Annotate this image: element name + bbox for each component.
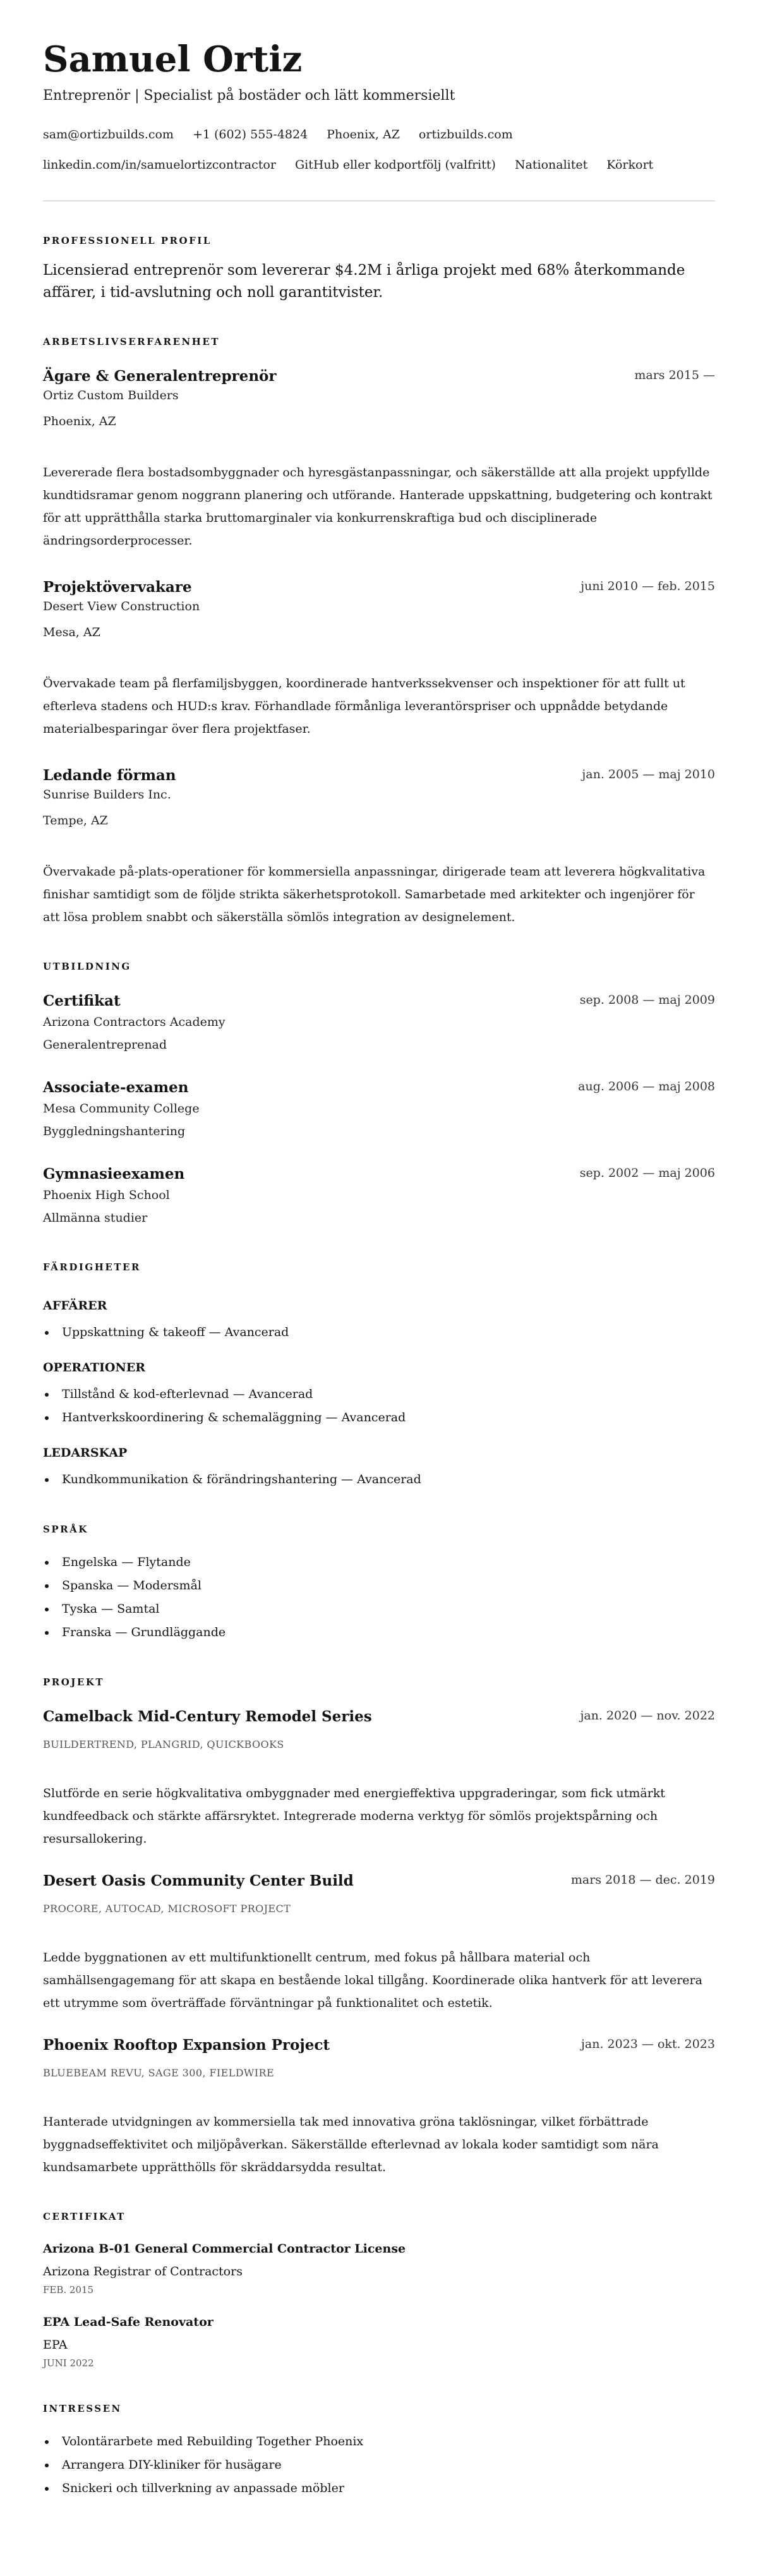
skill-item: Tillstånd & kod-efterlevnad — Avancerad bbox=[43, 1383, 715, 1406]
job-dates: juni 2010 — feb. 2015 bbox=[581, 579, 715, 593]
project-dates: mars 2018 — dec. 2019 bbox=[570, 1873, 715, 1887]
certification-entry bbox=[43, 2314, 715, 2371]
job-entry bbox=[43, 766, 715, 929]
certification-date: FEB. 2015 bbox=[43, 2284, 94, 2296]
job-entry bbox=[43, 578, 715, 740]
contact-license: Körkort bbox=[606, 158, 654, 172]
project-tech: BUILDERTREND, PLANGRID, QUICKBOOKS bbox=[43, 1738, 284, 1750]
language-list bbox=[43, 1551, 715, 1644]
certification-date: JUNI 2022 bbox=[43, 2357, 94, 2369]
skill-item: Hantverkskoordinering & schemaläggning — Avancerad bbox=[43, 1406, 715, 1429]
project-entry bbox=[43, 1707, 715, 1850]
project-description: Slutförde en serie högkvalitativa ombyggnader med energieffektiva uppgraderingar, som fick utmärkt kundfeedback och stärkte affärsryktet. Integrerade moderna verktyg för sömlös projektspårning och resursallokering. bbox=[43, 1786, 665, 1846]
education-entry bbox=[43, 992, 715, 1056]
contact-linkedin[interactable]: linkedin.com/in/samuelortizcontractor bbox=[43, 158, 276, 172]
project-dates: jan. 2020 — nov. 2022 bbox=[580, 1709, 715, 1723]
school: Mesa Community College bbox=[43, 1102, 200, 1116]
certification-entry bbox=[43, 2241, 715, 2297]
contact-github: GitHub eller kodportfölj (valfritt) bbox=[294, 158, 496, 172]
project-tech: PROCORE, AUTOCAD, MICROSOFT PROJECT bbox=[43, 1903, 291, 1915]
skill-group-name: OPERATIONER bbox=[43, 1361, 146, 1375]
education-entry bbox=[43, 1078, 715, 1143]
section-heading-skills: FÄRDIGHETER bbox=[43, 1261, 141, 1273]
contact-list bbox=[43, 126, 715, 174]
language-item: Franska — Grundläggande bbox=[43, 1621, 715, 1644]
candidate-name: Samuel Ortiz bbox=[43, 39, 303, 80]
job-description: Övervakade på-plats-operationer för kommersiella anpassningar, dirigerade team att leverera högkvalitativa finishar samtidigt som de följde strikta säkerhetsprotokoll. Samarbetade med arkitekter och ingenjörer för att lösa problem snabbt och säkerställa sömlös integration av designelement. bbox=[43, 865, 706, 924]
project-title: Desert Oasis Community Center Build bbox=[43, 1872, 354, 1889]
project-tech: BLUEBEAM REVU, SAGE 300, FIELDWIRE bbox=[43, 2067, 275, 2079]
job-company: Ortiz Custom Builders bbox=[43, 388, 179, 402]
job-location: Mesa, AZ bbox=[43, 625, 100, 639]
section-heading-profile: PROFESSIONELL PROFIL bbox=[43, 235, 212, 246]
contact-email[interactable]: sam@ortizbuilds.com bbox=[43, 128, 174, 141]
section-heading-projects: PROJEKT bbox=[43, 1676, 105, 1688]
interest-item: Arrangera DIY-kliniker för husägare bbox=[43, 2453, 715, 2477]
contact-website[interactable]: ortizbuilds.com bbox=[418, 128, 513, 141]
candidate-subtitle: Entreprenör | Specialist på bostäder och lätt kommersiellt bbox=[43, 88, 455, 104]
skill-group bbox=[43, 1298, 715, 1344]
profile-summary: Licensierad entreprenör som levererar $4.2M i årliga projekt med 68% återkommande affärer, i tid-avslutning och noll garantitvister. bbox=[43, 262, 685, 301]
section-heading-education: UTBILDNING bbox=[43, 961, 131, 972]
job-location: Phoenix, AZ bbox=[43, 414, 116, 428]
section-heading-certifications: CERTIFIKAT bbox=[43, 2211, 126, 2222]
job-location: Tempe, AZ bbox=[43, 814, 108, 828]
skill-group-name: AFFÄRER bbox=[43, 1299, 107, 1313]
interest-list bbox=[43, 2430, 715, 2500]
project-title: Camelback Mid-Century Remodel Series bbox=[43, 1708, 372, 1725]
certification-issuer: Arizona Registrar of Contractors bbox=[43, 2265, 243, 2278]
degree: Certifikat bbox=[43, 992, 121, 1009]
education-dates: sep. 2002 — maj 2006 bbox=[579, 1166, 715, 1180]
job-dates: mars 2015 — bbox=[634, 368, 715, 382]
language-item: Tyska — Samtal bbox=[43, 1598, 715, 1621]
degree: Gymnasieexamen bbox=[43, 1165, 185, 1183]
section-heading-interests: INTRESSEN bbox=[43, 2403, 122, 2414]
project-entry bbox=[43, 1872, 715, 2014]
header-divider bbox=[43, 200, 715, 202]
contact-location: Phoenix, AZ bbox=[327, 128, 400, 141]
skill-group bbox=[43, 1445, 715, 1491]
job-description: Levererade flera bostadsombyggnader och hyresgästanpassningar, och säkerställde att alla projekt uppfyllde kundtidsramar genom noggrann planering och utförande. Hanterade uppskattning, budgetering och kontrakt för att upprätthålla starka bruttomarginaler via konkurrenskraftiga bud och disciplinerade ändringsorderprocesser. bbox=[43, 466, 713, 548]
degree: Associate-examen bbox=[43, 1079, 189, 1096]
interest-item: Snickeri och tillverkning av anpassade möbler bbox=[43, 2477, 715, 2500]
project-title: Phoenix Rooftop Expansion Project bbox=[43, 2037, 330, 2054]
interest-item: Volontärarbete med Rebuilding Together Phoenix bbox=[43, 2430, 715, 2453]
project-description: Hanterade utvidgningen av kommersiella tak med innovativa gröna taklösningar, vilket förbättrade byggnadseffektivitet och miljöpåverkan. Säkerställde efterlevnad av lokala koder samtidigt som nära kundsamarbete upprätthölls för skräddarsydda resultat. bbox=[43, 2115, 659, 2174]
job-dates: jan. 2005 — maj 2010 bbox=[582, 767, 715, 781]
project-description: Ledde byggnationen av ett multifunktionellt centrum, med fokus på hållbara material och samhällsengagemang för att skapa en bestående lokal tillgång. Koordinerade olika hantverk för att leverera ett utrymme som överträffade förväntningar på funktionalitet och estetik. bbox=[43, 1951, 702, 2010]
contact-nationality: Nationalitet bbox=[514, 158, 588, 172]
school: Arizona Contractors Academy bbox=[43, 1015, 226, 1029]
skill-group-name: LEDARSKAP bbox=[43, 1446, 128, 1460]
job-company: Desert View Construction bbox=[43, 599, 200, 613]
project-entry bbox=[43, 2036, 715, 2179]
job-title: Projektövervakare bbox=[43, 579, 192, 596]
certification-name: EPA Lead-Safe Renovator bbox=[43, 2315, 214, 2329]
certification-name: Arizona B-01 General Commercial Contractor License bbox=[43, 2242, 406, 2256]
field-of-study: Allmänna studier bbox=[43, 1211, 148, 1225]
certification-issuer: EPA bbox=[43, 2338, 68, 2352]
education-entry bbox=[43, 1165, 715, 1229]
school: Phoenix High School bbox=[43, 1188, 170, 1202]
skill-item: Uppskattning & takeoff — Avancerad bbox=[43, 1321, 715, 1344]
job-title: Ägare & Generalentreprenör bbox=[43, 368, 277, 385]
section-heading-languages: SPRÅK bbox=[43, 1524, 88, 1535]
job-title: Ledande förman bbox=[43, 767, 176, 784]
project-dates: jan. 2023 — okt. 2023 bbox=[581, 2037, 715, 2051]
language-item: Spanska — Modersmål bbox=[43, 1574, 715, 1598]
field-of-study: Byggledningshantering bbox=[43, 1124, 186, 1138]
job-entry bbox=[43, 367, 715, 552]
job-description: Övervakade team på flerfamiljsbyggen, koordinerade hantverkssekvenser och inspektioner för att fullt ut efterleva stadens och HUD:s krav. Förhandlade förmånliga leverantörspriser och uppnådde betydande materialbesparingar över flera projektfaser. bbox=[43, 677, 685, 736]
skill-group bbox=[43, 1360, 715, 1429]
education-dates: aug. 2006 — maj 2008 bbox=[578, 1080, 715, 1093]
section-heading-experience: ARBETSLIVSERFARENHET bbox=[43, 336, 220, 347]
contact-phone[interactable]: +1 (602) 555-4824 bbox=[192, 128, 308, 141]
language-item: Engelska — Flytande bbox=[43, 1551, 715, 1574]
skill-item: Kundkommunikation & förändringshantering — Avancerad bbox=[43, 1468, 715, 1491]
job-company: Sunrise Builders Inc. bbox=[43, 788, 171, 802]
education-dates: sep. 2008 — maj 2009 bbox=[579, 993, 715, 1007]
field-of-study: Generalentreprenad bbox=[43, 1038, 167, 1052]
